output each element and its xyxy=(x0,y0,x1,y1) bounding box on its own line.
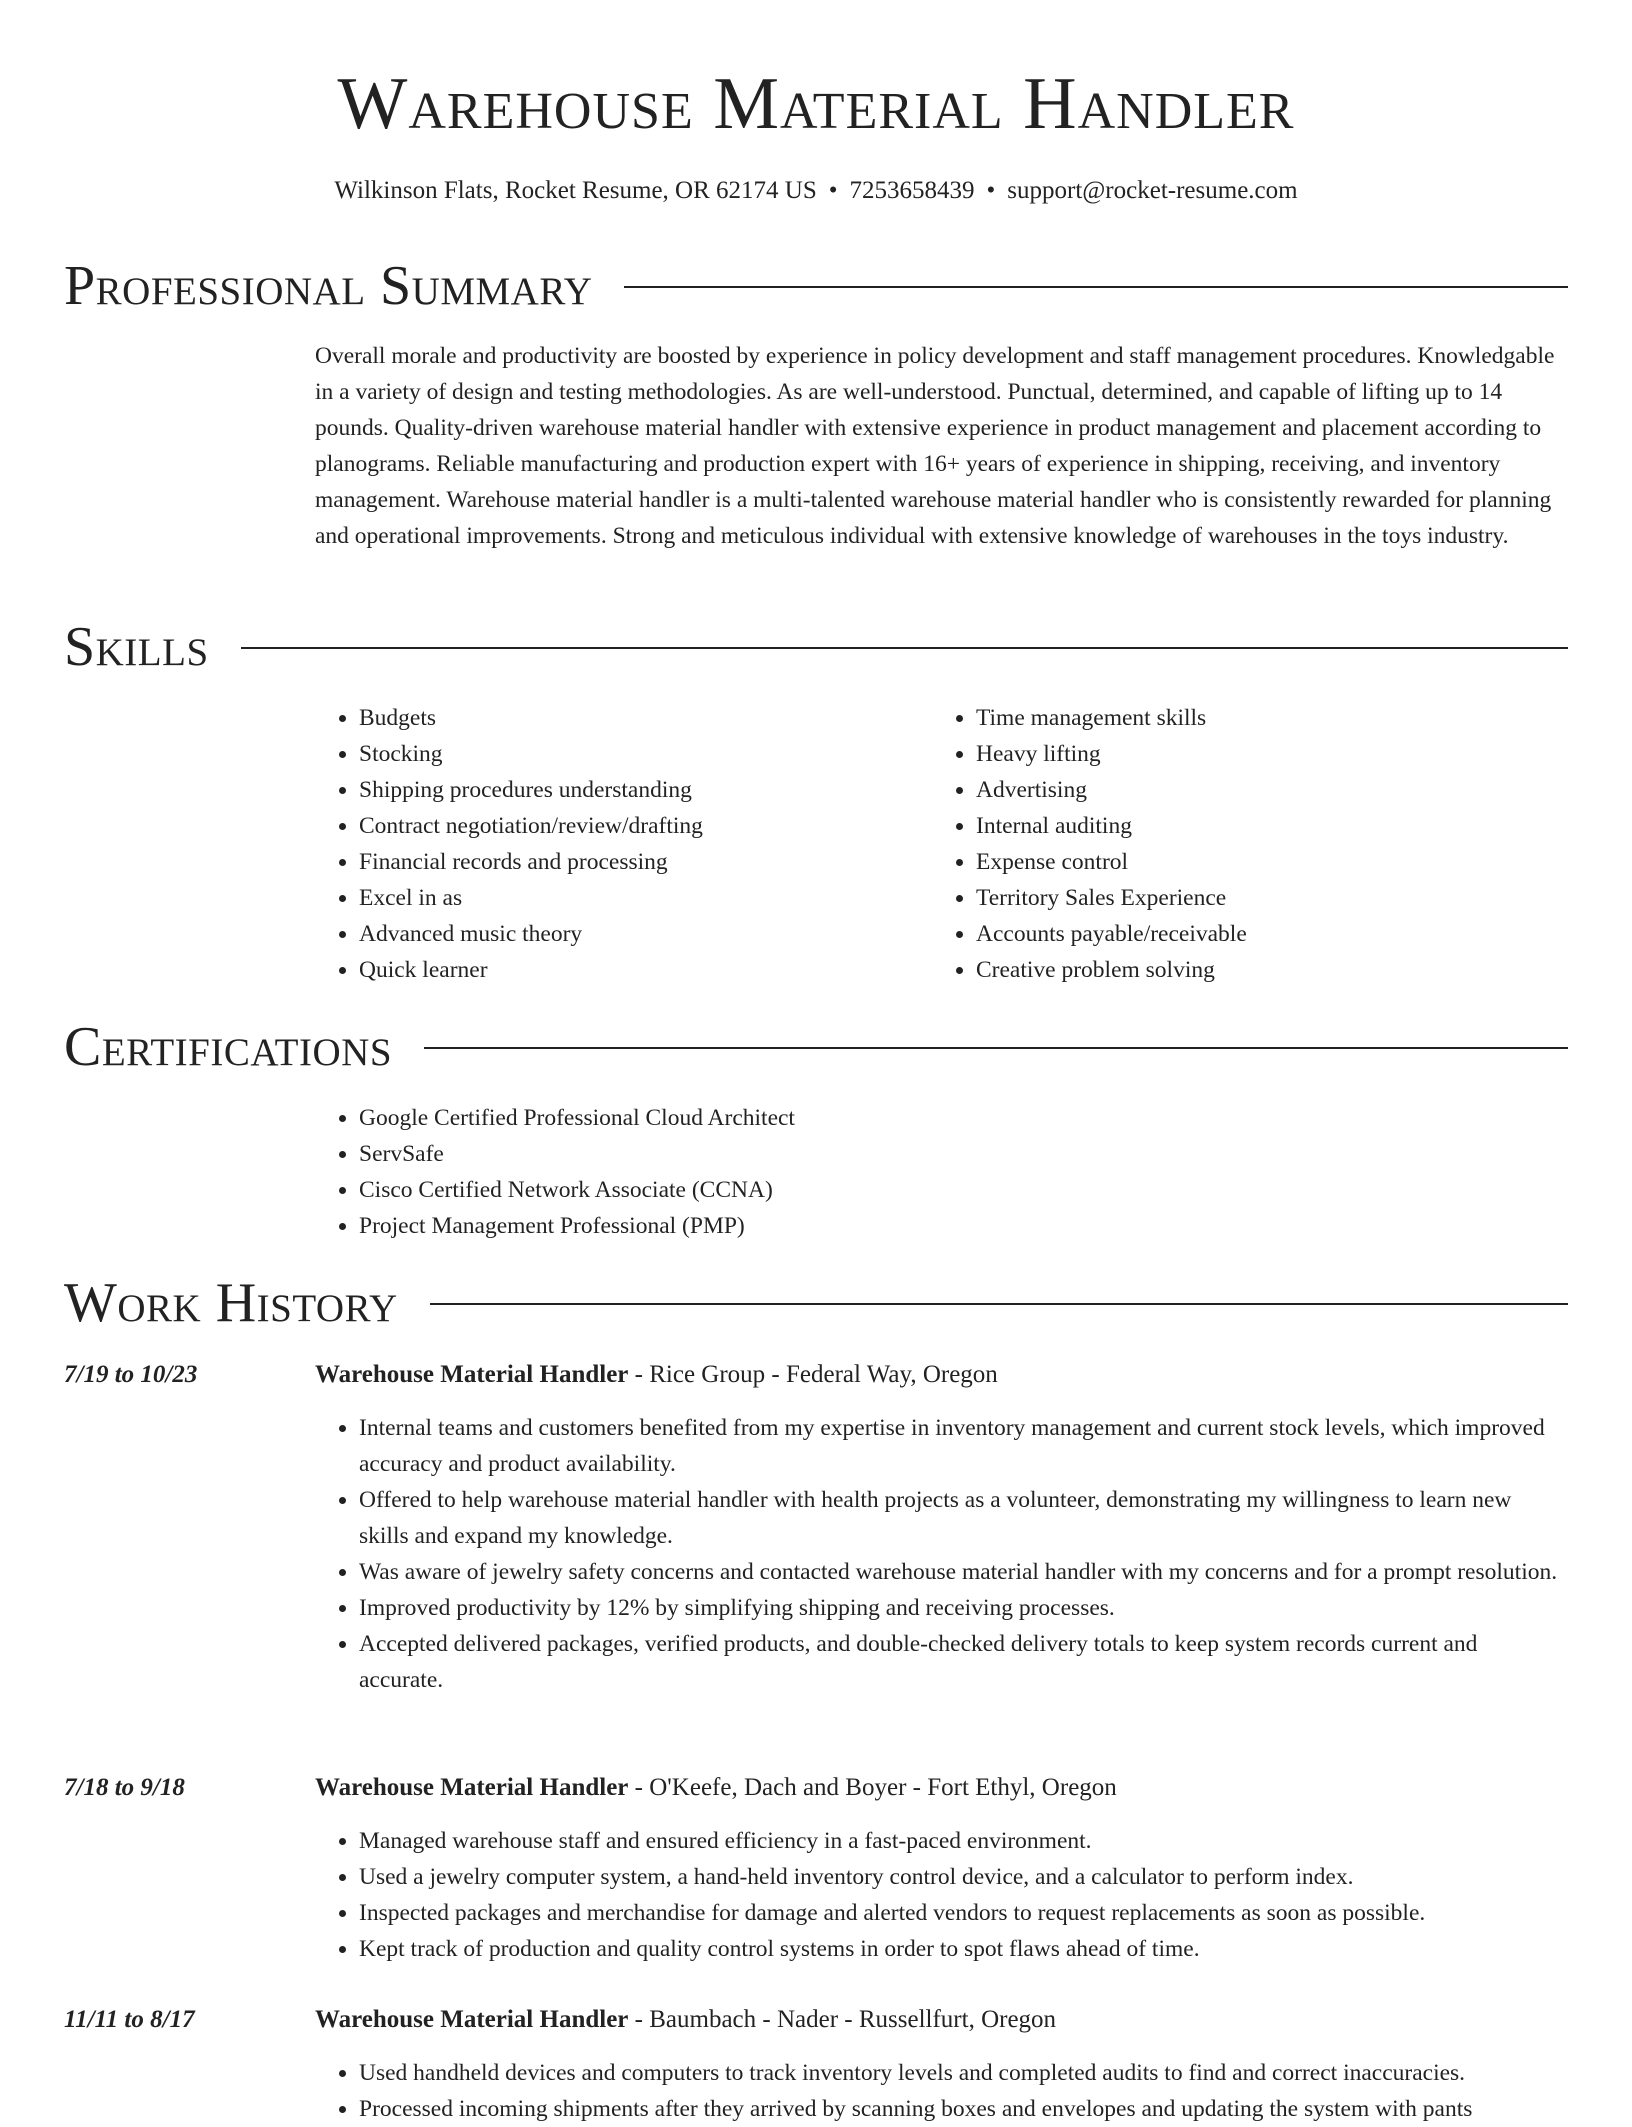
job-dates: 7/19 to 10/23 xyxy=(64,1361,198,1388)
skill-item: • Expense control xyxy=(976,844,1492,880)
job-bullet: • Improved productivity by 12% by simplifying shipping and receiving processes. xyxy=(359,1590,1565,1626)
job-dates: 11/11 to 8/17 xyxy=(64,2006,195,2033)
job-bullet: • Was aware of jewelry safety concerns and contacted warehouse material handler with my concerns and for a prompt resolution. xyxy=(359,1554,1565,1590)
contact-email: support@rocket-resume.com xyxy=(1007,177,1298,204)
contact-separator: • xyxy=(986,177,996,204)
certification-item: • ServSafe xyxy=(359,1136,1565,1172)
contact-phone: 7253658439 xyxy=(849,177,975,204)
certifications-heading: Certifications xyxy=(64,1016,393,1078)
skill-item: • Quick learner xyxy=(359,952,875,988)
job-heading xyxy=(315,1770,1117,1806)
skill-item: • Stocking xyxy=(359,736,875,772)
job-bullet: • Accepted delivered packages, verified products, and double-checked delivery totals to keep system records current and accurate. xyxy=(359,1626,1565,1698)
summary-heading: Professional Summary xyxy=(64,255,593,317)
skill-item: • Time management skills xyxy=(976,700,1492,736)
skills-column-right xyxy=(932,700,1492,988)
skill-item: • Territory Sales Experience xyxy=(976,880,1492,916)
skills-section-header xyxy=(64,615,1568,679)
job-employer-location: - O'Keefe, Dach and Boyer - Fort Ethyl, Oregon xyxy=(628,1774,1117,1801)
job-heading xyxy=(315,1357,998,1393)
job-bullet: • Kept track of production and quality control systems in order to spot flaws ahead of time. xyxy=(359,1931,1565,1967)
job-bullet: • Managed warehouse staff and ensured efficiency in a fast-paced environment. xyxy=(359,1823,1565,1859)
job-heading xyxy=(315,2002,1056,2038)
skill-item: • Accounts payable/receivable xyxy=(976,916,1492,952)
skill-item: • Heavy lifting xyxy=(976,736,1492,772)
skills-list-left xyxy=(315,700,875,988)
skill-item: • Shipping procedures understanding xyxy=(359,772,875,808)
skills-column-left xyxy=(315,700,875,988)
contact-separator: • xyxy=(828,177,838,204)
section-divider xyxy=(241,647,1568,649)
skill-item: • Internal auditing xyxy=(976,808,1492,844)
job-duties xyxy=(315,2055,1565,2127)
candidate-name: Warehouse Material Handler xyxy=(337,63,1295,145)
job-bullet: • Offered to help warehouse material handler with health projects as a volunteer, demonstrating my willingness to learn new skills and expand my knowledge. xyxy=(359,1482,1565,1554)
certifications-section-header xyxy=(64,1015,1568,1079)
certification-item: • Project Management Professional (PMP) xyxy=(359,1208,1565,1244)
job-bullet: • Processed incoming shipments after they arrived by scanning boxes and envelopes and updating the system with pants xyxy=(359,2091,1565,2127)
job-duties xyxy=(315,1410,1565,1698)
certification-item: • Google Certified Professional Cloud Architect xyxy=(359,1100,1565,1136)
job-title: Warehouse Material Handler xyxy=(315,1774,629,1801)
job-bullet: • Internal teams and customers benefited from my expertise in inventory management and current stock levels, which improved accuracy and product availability. xyxy=(359,1410,1565,1482)
job-duties xyxy=(315,1823,1565,1967)
job-bullet-list xyxy=(315,2055,1565,2127)
job-bullet: • Used handheld devices and computers to track inventory levels and completed audits to find and correct inaccuracies. xyxy=(359,2055,1565,2091)
skill-item: • Excel in as xyxy=(359,880,875,916)
job-employer-location: - Baumbach - Nader - Russellfurt, Oregon xyxy=(628,2006,1057,2033)
section-divider xyxy=(430,1303,1568,1305)
job-bullet: • Used a jewelry computer system, a hand-held inventory control device, and a calculator to perform index. xyxy=(359,1859,1565,1895)
contact-line xyxy=(0,174,1632,208)
certifications-block xyxy=(315,1100,1565,1244)
skill-item: • Advertising xyxy=(976,772,1492,808)
skills-heading: Skills xyxy=(64,616,209,678)
work-history-section-header xyxy=(64,1271,1568,1335)
skill-item: • Contract negotiation/review/drafting xyxy=(359,808,875,844)
summary-section-header xyxy=(64,254,1568,318)
skills-list-right xyxy=(932,700,1492,988)
skill-item: • Creative problem solving xyxy=(976,952,1492,988)
certification-item: • Cisco Certified Network Associate (CCNA) xyxy=(359,1172,1565,1208)
job-title: Warehouse Material Handler xyxy=(315,1361,629,1388)
job-employer-location: - Rice Group - Federal Way, Oregon xyxy=(628,1361,998,1388)
summary-text: Overall morale and productivity are boosted by experience in policy development and staff management procedures. Knowledgable in a variety of design and testing methodologies. As are well-understood. Punctual, determined, and capable of lifting up to 14 pounds. Quality-driven warehouse material handler with extensive experience in product management and placement according to planograms. Reliable manufacturing and production expert with 16+ years of experience in shipping, receiving, and inventory management. Warehouse material handler is a multi-talented warehouse material handler who is consistently rewarded for planning and operational improvements. Strong and meticulous individual with extensive knowledge of warehouses in the toys industry. xyxy=(315,343,1555,549)
work-history-heading: Work History xyxy=(64,1272,398,1334)
section-divider xyxy=(424,1047,1568,1049)
job-dates: 7/18 to 9/18 xyxy=(64,1774,185,1801)
skill-item: • Financial records and processing xyxy=(359,844,875,880)
job-bullet: • Inspected packages and merchandise for damage and alerted vendors to request replacements as soon as possible. xyxy=(359,1895,1565,1931)
section-divider xyxy=(624,286,1568,288)
job-bullet-list xyxy=(315,1823,1565,1967)
certifications-list xyxy=(315,1100,1565,1244)
contact-address: Wilkinson Flats, Rocket Resume, OR 62174 US xyxy=(334,177,817,204)
job-bullet-list xyxy=(315,1410,1565,1698)
job-title: Warehouse Material Handler xyxy=(315,2006,629,2033)
skill-item: • Advanced music theory xyxy=(359,916,875,952)
skill-item: • Budgets xyxy=(359,700,875,736)
